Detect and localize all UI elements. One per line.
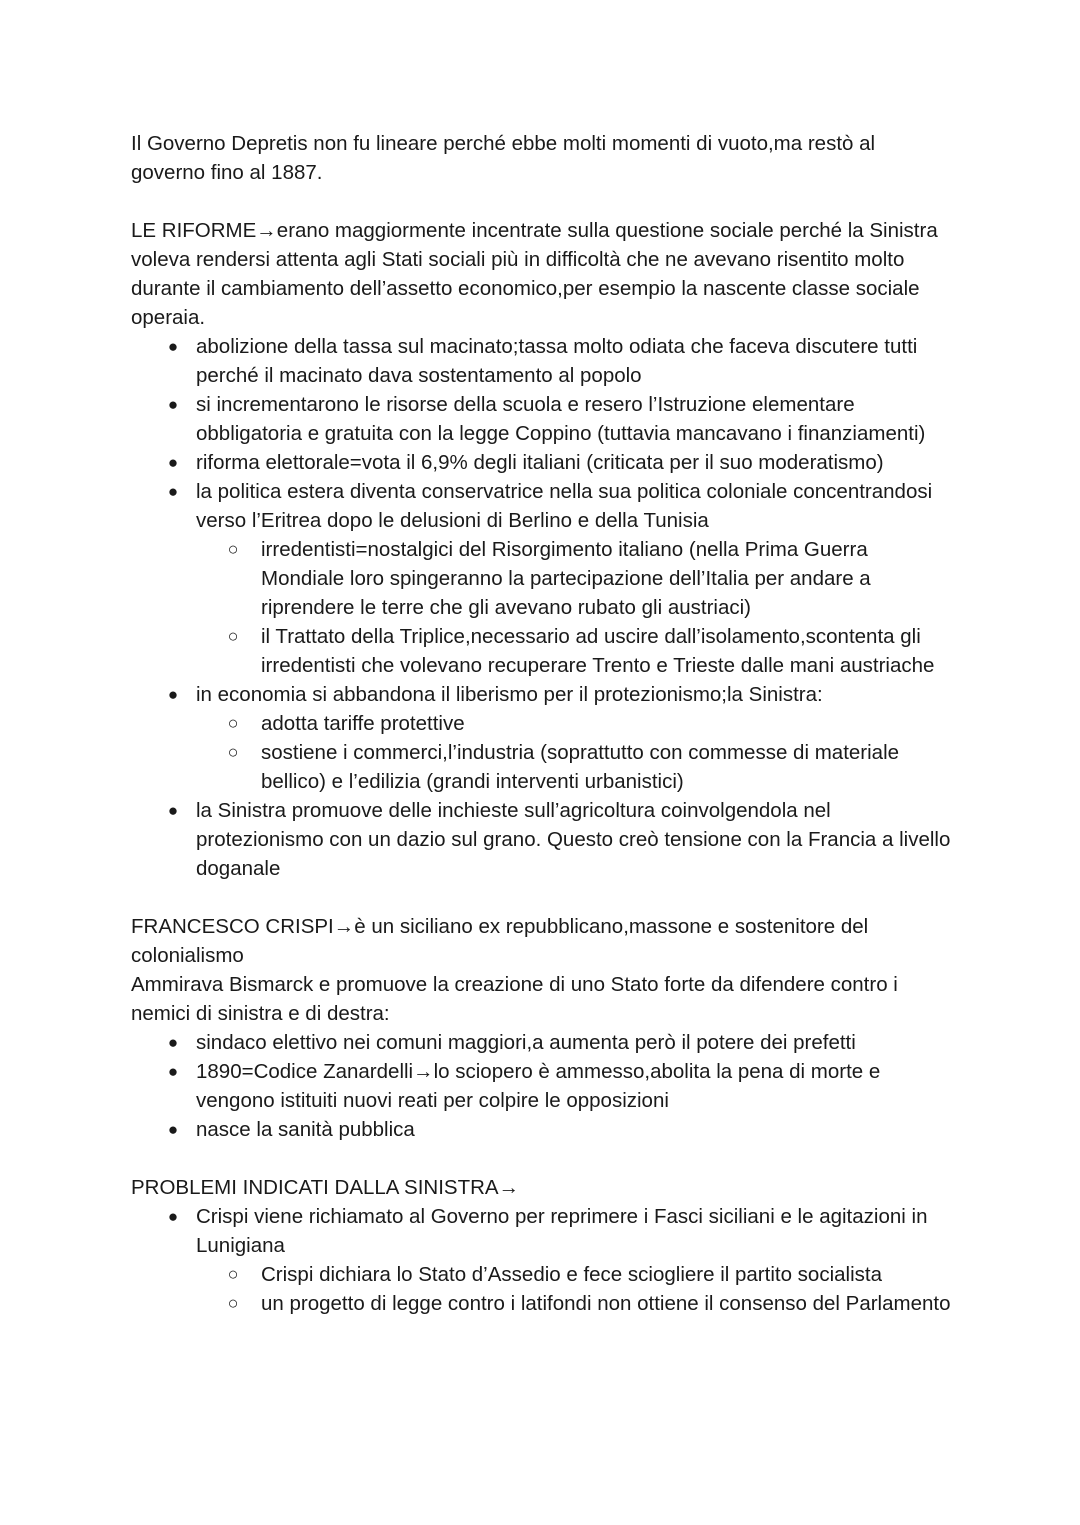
- list-item: [131, 448, 951, 477]
- document-page: [131, 129, 951, 1318]
- bullet-icon: ●: [167, 801, 179, 820]
- list-item: [131, 1057, 951, 1115]
- hollow-bullet-icon: ○: [227, 713, 239, 733]
- paragraph-spacer: [131, 1144, 951, 1173]
- list-item: [131, 796, 951, 883]
- hollow-bullet-icon: ○: [227, 1293, 239, 1313]
- bullet-icon: ●: [167, 1207, 179, 1226]
- sub-list-item: [196, 738, 951, 796]
- list-item-text: la Sinistra promuove delle inchieste sull’agricoltura coinvolgendola nel protezionismo con un dazio sul grano. Questo creò tensione con la Francia a livello doganale: [196, 799, 951, 880]
- riforme-list: [131, 332, 951, 883]
- sub-list-item-text: il Trattato della Triplice,necessario ad uscire dall’isolamento,scontenta gli irredentisti che volevano recuperare Trento e Trieste dalle mani austriache: [261, 625, 935, 677]
- hollow-bullet-icon: ○: [227, 539, 239, 559]
- sub-list-item: [196, 535, 951, 622]
- list-item-text: sindaco elettivo nei comuni maggiori,a aumenta però il potere dei prefetti: [196, 1031, 856, 1054]
- list-item-text: in economia si abbandona il liberismo per il protezionismo;la Sinistra:: [196, 683, 823, 706]
- intro-paragraph: Il Governo Depretis non fu lineare perché ebbe molti momenti di vuoto,ma restò al governo fino al 1887.: [131, 132, 876, 184]
- bullet-icon: ●: [167, 337, 179, 356]
- crispi-paragraph: Ammirava Bismarck e promuove la creazione di uno Stato forte da difendere contro i nemici di sinistra e di destra:: [131, 973, 898, 1025]
- sub-list-item-text: Crispi dichiara lo Stato d’Assedio e fece sciogliere il partito socialista: [261, 1263, 882, 1286]
- bullet-icon: ●: [167, 482, 179, 501]
- list-item: [131, 390, 951, 448]
- sub-list-item-text: adotta tariffe protettive: [261, 712, 465, 735]
- problemi-heading: PROBLEMI INDICATI DALLA SINISTRA→: [131, 1176, 520, 1199]
- list-item: [131, 332, 951, 390]
- hollow-bullet-icon: ○: [227, 1264, 239, 1284]
- list-item-text: riforma elettorale=vota il 6,9% degli italiani (criticata per il suo moderatismo): [196, 451, 884, 474]
- sub-list-item-text: un progetto di legge contro i latifondi non ottiene il consenso del Parlamento: [261, 1292, 951, 1315]
- list-item-text: Crispi viene richiamato al Governo per reprimere i Fasci siciliani e le agitazioni in Lunigiana: [196, 1205, 928, 1257]
- paragraph-spacer: [131, 187, 951, 216]
- bullet-icon: ●: [167, 685, 179, 704]
- list-item: [131, 680, 951, 796]
- list-item-text: la politica estera diventa conservatrice nella sua politica coloniale concentrandosi verso l’Eritrea dopo le delusioni di Berlino e della Tunisia: [196, 480, 933, 532]
- list-item-text: abolizione della tassa sul macinato;tassa molto odiata che faceva discutere tutti perché il macinato dava sostentamento al popolo: [196, 335, 918, 387]
- sub-list-item-text: irredentisti=nostalgici del Risorgimento italiano (nella Prima Guerra Mondiale loro spingeranno la partecipazione dell’Italia per andare a riprendere le terre che gli avevano rubato gli austriaci): [261, 538, 871, 619]
- crispi-list: [131, 1028, 951, 1144]
- crispi-heading: FRANCESCO CRISPI→è un siciliano ex repubblicano,massone e sostenitore del colonialismo: [131, 915, 869, 967]
- list-item: [131, 477, 951, 680]
- sub-list-item: [196, 1289, 951, 1318]
- bullet-icon: ●: [167, 395, 179, 414]
- bullet-icon: ●: [167, 453, 179, 472]
- hollow-bullet-icon: ○: [227, 626, 239, 646]
- paragraph-spacer: [131, 883, 951, 912]
- sub-list-item: [196, 622, 951, 680]
- riforme-heading: LE RIFORME→erano maggiormente incentrate sulla questione sociale perché la Sinistra voleva rendersi attenta agli Stati sociali più in difficoltà che ne avevano risentito molto durante il cambiamento dell’assetto economico,per esempio la nascente classe sociale operaia.: [131, 219, 938, 329]
- list-item: [131, 1202, 951, 1318]
- sub-list-item: [196, 1260, 951, 1289]
- hollow-bullet-icon: ○: [227, 742, 239, 762]
- sub-list-item: [196, 709, 951, 738]
- list-item: [131, 1028, 951, 1057]
- problemi-list: [131, 1202, 951, 1318]
- bullet-icon: ●: [167, 1062, 179, 1081]
- sub-list: [196, 535, 951, 680]
- bullet-icon: ●: [167, 1120, 179, 1139]
- bullet-icon: ●: [167, 1033, 179, 1052]
- sub-list: [196, 709, 951, 796]
- list-item-text: nasce la sanità pubblica: [196, 1118, 415, 1141]
- list-item-text: si incrementarono le risorse della scuola e resero l’Istruzione elementare obbligatoria e gratuita con la legge Coppino (tuttavia mancavano i finanziamenti): [196, 393, 926, 445]
- list-item: [131, 1115, 951, 1144]
- list-item-text: 1890=Codice Zanardelli→lo sciopero è ammesso,abolita la pena di morte e vengono istituiti nuovi reati per colpire le opposizioni: [196, 1060, 881, 1112]
- sub-list-item-text: sostiene i commerci,l’industria (soprattutto con commesse di materiale bellico) e l’edilizia (grandi interventi urbanistici): [261, 741, 900, 793]
- sub-list: [196, 1260, 951, 1318]
